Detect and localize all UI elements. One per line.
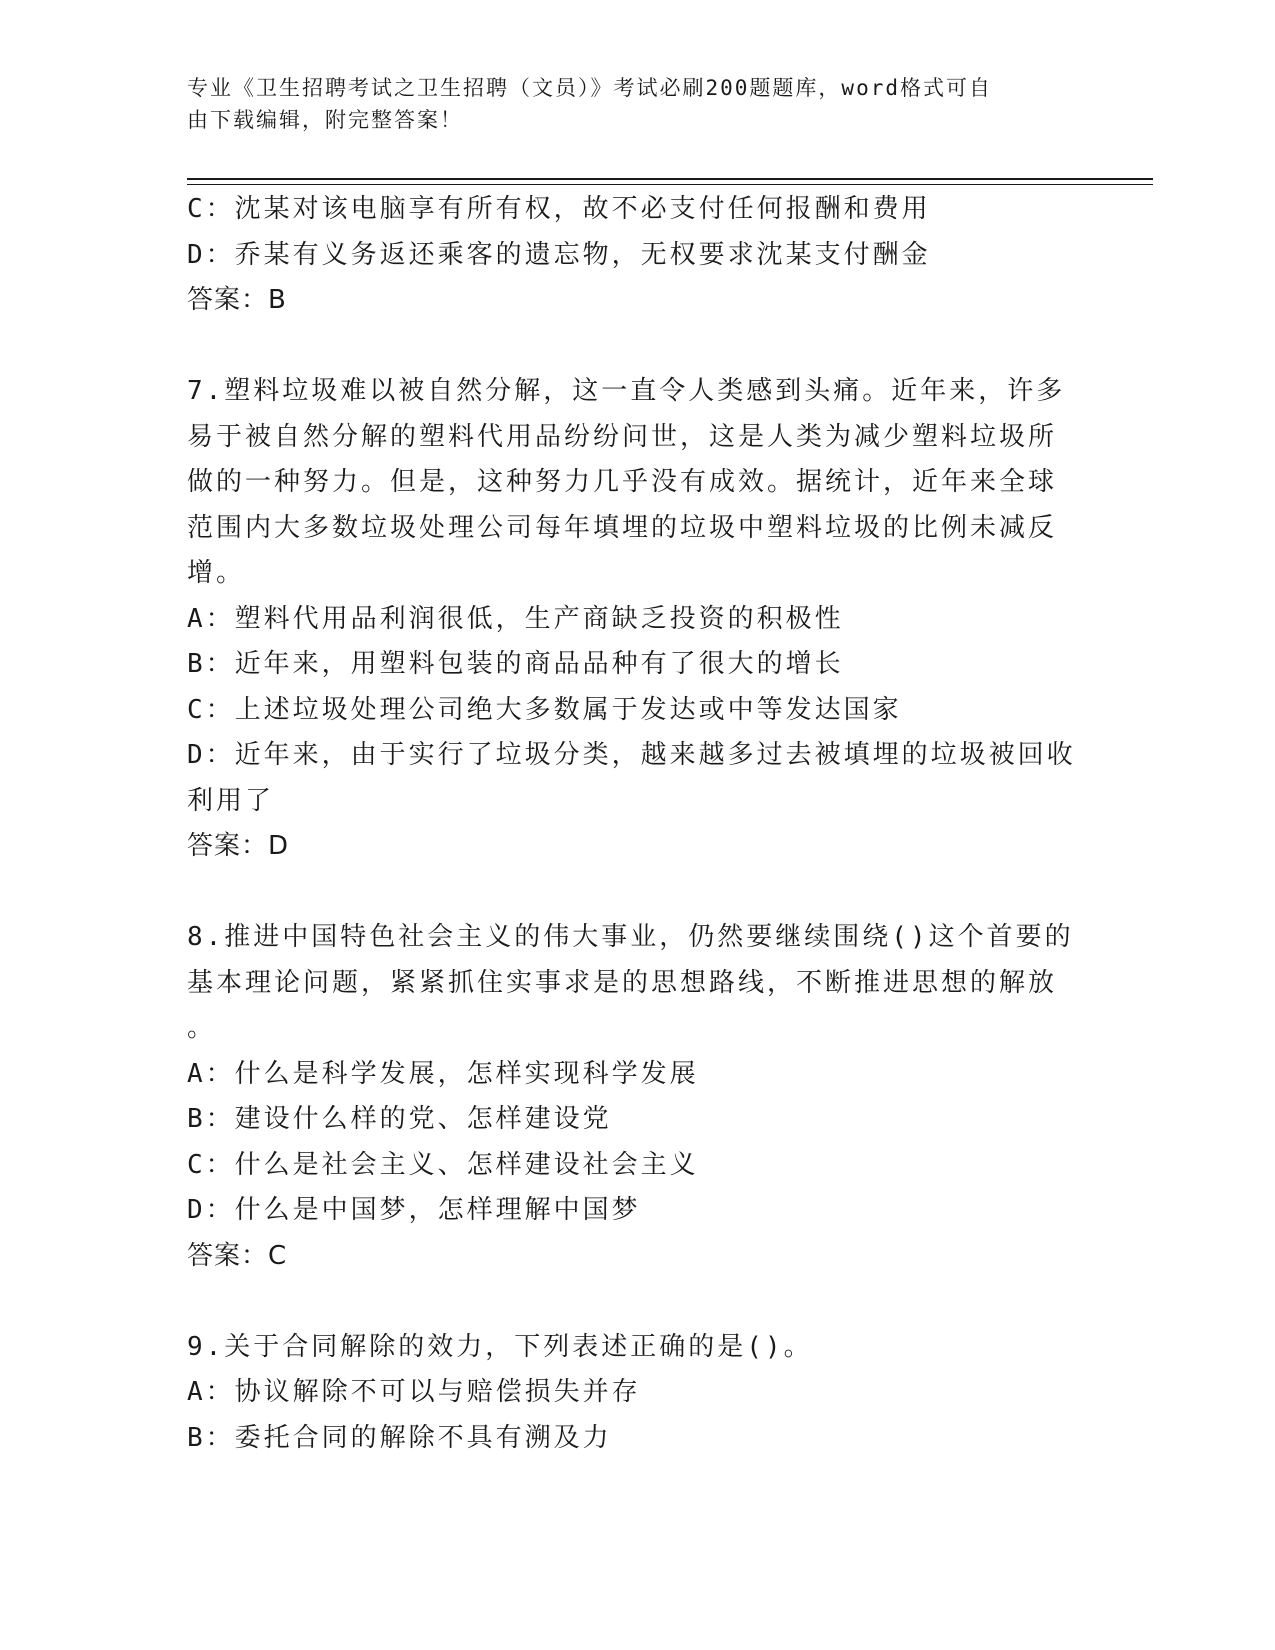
- option-a: A：协议解除不可以与赔偿损失并存: [187, 1377, 641, 1407]
- answer: 答案：B: [187, 285, 287, 315]
- option-d: D：乔某有义务返还乘客的遗忘物，无权要求沈某支付酬金: [187, 239, 931, 270]
- question-stem-line: 范围内大多数垃圾处理公司每年填埋的垃圾中塑料垃圾的比例未减反: [187, 512, 1058, 543]
- option-b: B：建设什么样的党、怎样建设党: [187, 1104, 612, 1134]
- option-a: A：塑料代用品利润很低，生产商缺乏投资的积极性: [187, 603, 844, 634]
- document-body: [187, 187, 1087, 1461]
- question-stem-line: 9.关于合同解除的效力，下列表述正确的是()。: [187, 1331, 813, 1362]
- option-d: D：近年来，由于实行了垃圾分类，越来越多过去被填埋的垃圾被回收: [187, 740, 1076, 770]
- document-header: [187, 72, 1067, 136]
- option-c: C：上述垃圾处理公司绝大多数属于发达或中等发达国家: [187, 694, 902, 725]
- question-stem-line: 。: [187, 1013, 217, 1043]
- question-stem-line: 做的一种努力。但是，这种努力几乎没有成效。据统计，近年来全球: [187, 467, 1058, 497]
- option-c: C：什么是社会主义、怎样建设社会主义: [187, 1149, 699, 1180]
- spacer: [187, 1279, 1087, 1325]
- question-stem-line: 基本理论问题，紧紧抓住实事求是的思想路线，不断推进思想的解放: [187, 967, 1058, 998]
- header-line-2: 由下载编辑，附完整答案！: [187, 108, 463, 132]
- question-stem-line: 8.推进中国特色社会主义的伟大事业，仍然要继续围绕()这个首要的: [187, 922, 1074, 952]
- option-c: C：沈某对该电脑享有所有权，故不必支付任何报酬和费用: [187, 194, 931, 224]
- option-b: B：委托合同的解除不具有溯及力: [187, 1422, 612, 1453]
- spacer: [187, 324, 1087, 370]
- header-rule-thin: [187, 184, 1153, 185]
- question-stem-line: 易于被自然分解的塑料代用品纷纷问世，这是人类为减少塑料垃圾所: [187, 421, 1058, 452]
- question-9: [187, 1325, 1087, 1462]
- option-d-continued: 利用了: [187, 785, 275, 816]
- question-stem-line: 7.塑料垃圾难以被自然分解，这一直令人类感到头痛。近年来，许多: [187, 376, 1066, 406]
- question-8: [187, 915, 1087, 1279]
- answer: 答案：C: [187, 1240, 288, 1271]
- question-stem-line: 增。: [187, 558, 246, 588]
- answer: 答案：D: [187, 831, 290, 861]
- question-7: [187, 369, 1087, 870]
- option-a: A：什么是科学发展，怎样实现科学发展: [187, 1058, 699, 1089]
- question-6-continued: [187, 187, 1087, 324]
- header-line-1: 专业《卫生招聘考试之卫生招聘（文员）》考试必刷200题题库，word格式可自: [187, 76, 992, 100]
- option-b: B：近年来，用塑料包装的商品品种有了很大的增长: [187, 649, 844, 679]
- header-rule-thick: [187, 178, 1153, 180]
- option-d: D：什么是中国梦，怎样理解中国梦: [187, 1195, 641, 1225]
- spacer: [187, 870, 1087, 916]
